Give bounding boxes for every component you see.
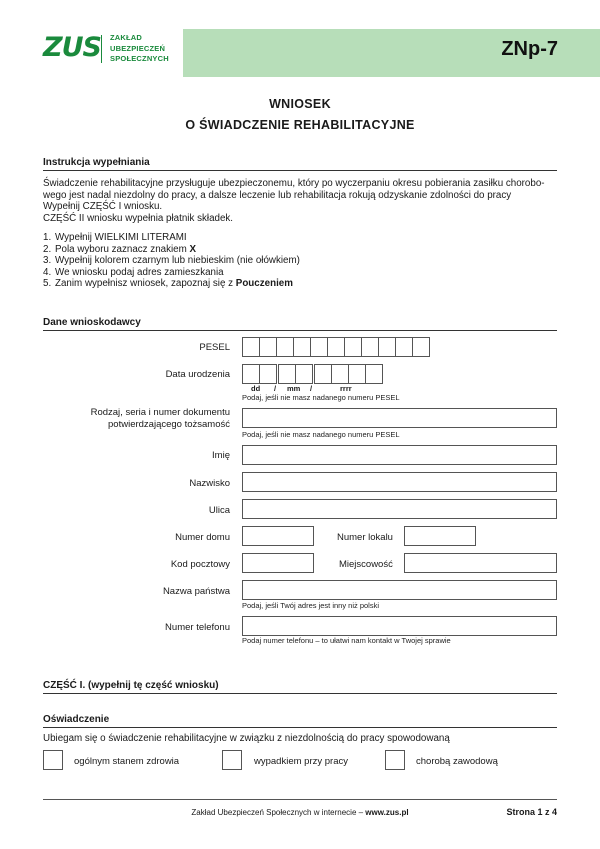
- birth-year-field[interactable]: [314, 364, 382, 384]
- pesel-digit-cell[interactable]: [293, 337, 311, 357]
- list-item: 5. Zanim wypełnisz wniosek, zapoznaj się z Pouczeniem: [43, 278, 293, 290]
- first-name-input[interactable]: [242, 445, 557, 465]
- general-health-label: ogólnym stanem zdrowia: [74, 756, 180, 767]
- footer-divider: [43, 799, 557, 800]
- pesel-digit-cell[interactable]: [259, 337, 277, 357]
- pesel-digit-cell[interactable]: [327, 337, 345, 357]
- id-document-input[interactable]: [242, 408, 557, 428]
- instructions-list: [43, 232, 300, 290]
- pesel-digit-cell[interactable]: [276, 337, 294, 357]
- date-day-hint: dd: [251, 384, 261, 393]
- declaration-text: Ubiegam się o świadczenie rehabilitacyjne w związku z niezdolnością do pracy spowodowaną: [43, 733, 450, 744]
- logo-separator: [101, 35, 102, 63]
- page-number: Strona 1 z 4: [506, 807, 557, 817]
- list-item: 3. Wypełnij kolorem czarnym lub niebieskim (nie ołówkiem): [43, 255, 300, 267]
- phone-hint: Podaj numer telefonu – to ułatwi nam kontakt w Twojej sprawie: [242, 636, 451, 645]
- city-input[interactable]: [404, 553, 557, 573]
- id-document-label: Rodzaj, seria i numer dokumentu potwierdzającego tożsamość: [90, 407, 230, 430]
- instructions-paragraph-2: Wypełnij CZĘŚĆ I wniosku.: [43, 201, 163, 212]
- footer-site-link[interactable]: www.zus.pl: [365, 808, 409, 817]
- pesel-digit-cell[interactable]: [361, 337, 379, 357]
- birth-month-cell[interactable]: [278, 364, 296, 384]
- date-separator: /: [310, 384, 313, 393]
- id-document-hint: Podaj, jeśli nie masz nadanego numeru PESEL: [242, 430, 400, 439]
- last-name-input[interactable]: [242, 472, 557, 492]
- work-accident-label: wypadkiem przy pracy: [254, 756, 348, 767]
- house-number-label: Numer domu: [175, 532, 230, 543]
- country-label: Nazwa państwa: [162, 586, 230, 597]
- list-item: 1. Wypełnij WIELKIMI LITERAMI: [43, 232, 187, 243]
- work-accident-checkbox[interactable]: [222, 750, 242, 770]
- flat-number-label: Numer lokalu: [337, 532, 393, 543]
- pesel-digit-cell[interactable]: [242, 337, 260, 357]
- country-hint: Podaj, jeśli Twój adres jest inny niż polski: [242, 601, 380, 610]
- pesel-field[interactable]: [242, 337, 429, 357]
- street-label: Ulica: [208, 505, 230, 516]
- birth-year-cell[interactable]: [331, 364, 349, 384]
- birth-year-cell[interactable]: [314, 364, 332, 384]
- birth-month-field[interactable]: [278, 364, 312, 384]
- phone-input[interactable]: [242, 616, 557, 636]
- zus-logo-mark: ZUS: [43, 32, 101, 63]
- form-header: [0, 0, 600, 78]
- birth-month-cell[interactable]: [295, 364, 313, 384]
- occupational-disease-label: chorobą zawodową: [416, 756, 498, 767]
- birth-year-cell[interactable]: [365, 364, 383, 384]
- logo-line-1: ZAKŁAD: [110, 33, 143, 42]
- instructions-paragraph-3: CZĘŚĆ II wniosku wypełnia płatnik składek.: [43, 213, 234, 224]
- birth-date-label: Data urodzenia: [165, 369, 230, 380]
- date-month-hint: mm: [287, 384, 301, 393]
- logo-line-3: SPOŁECZNYCH: [110, 54, 169, 63]
- list-item: 4. We wniosku podaj adres zamieszkania: [43, 266, 224, 278]
- document-title-line-1: WNIOSEK: [269, 97, 331, 111]
- instructions-heading: Instrukcja wypełniania: [43, 157, 557, 171]
- zus-logo-name: [110, 33, 169, 65]
- general-health-checkbox[interactable]: [43, 750, 63, 770]
- pesel-digit-cell[interactable]: [378, 337, 396, 357]
- date-year-hint: rrrr: [340, 384, 352, 393]
- pesel-digit-cell[interactable]: [412, 337, 430, 357]
- first-name-label: Imię: [212, 450, 230, 461]
- birth-day-cell[interactable]: [242, 364, 260, 384]
- postcode-label: Kod pocztowy: [170, 559, 230, 570]
- pesel-digit-cell[interactable]: [344, 337, 362, 357]
- postcode-input[interactable]: [242, 553, 314, 573]
- last-name-label: Nazwisko: [189, 478, 230, 489]
- declaration-heading: Oświadczenie: [43, 714, 557, 728]
- birth-day-cell[interactable]: [259, 364, 277, 384]
- birth-date-hint: Podaj, jeśli nie masz nadanego numeru PESEL: [242, 393, 400, 402]
- logo-line-2: UBEZPIECZEŃ: [110, 43, 166, 53]
- pesel-digit-cell[interactable]: [310, 337, 328, 357]
- street-input[interactable]: [242, 499, 557, 519]
- pesel-digit-cell[interactable]: [395, 337, 413, 357]
- list-item: 2. Pola wyboru zaznacz znakiem X: [43, 243, 197, 255]
- form-code: ZNp-7: [501, 38, 558, 60]
- house-number-input[interactable]: [242, 526, 314, 546]
- part-1-heading: CZĘŚĆ I. (wypełnij tę część wniosku): [43, 680, 557, 694]
- occupational-disease-checkbox[interactable]: [385, 750, 405, 770]
- instructions-paragraph-1: Świadczenie rehabilitacyjne przysługuje ubezpieczonemu, który po wyczerpaniu okresu pobierania zasiłku chorobo-wego jest nadal niezdolny do pracy, a dalsze leczenie lub rehabilitacja rokują odzyskanie zdolności do pracy: [43, 178, 545, 201]
- phone-label: Numer telefonu: [165, 622, 230, 633]
- flat-number-input[interactable]: [404, 526, 476, 546]
- city-label: Miejscowość: [339, 559, 393, 570]
- pesel-label: PESEL: [199, 342, 230, 353]
- applicant-data-heading: Dane wnioskodawcy: [43, 317, 557, 331]
- footer-text: Zakład Ubezpieczeń Społecznych w internecie – www.zus.pl: [191, 808, 409, 817]
- birth-year-cell[interactable]: [348, 364, 366, 384]
- date-separator: /: [274, 384, 277, 393]
- country-input[interactable]: [242, 580, 557, 600]
- birth-day-field[interactable]: [242, 364, 276, 384]
- document-title-line-2: O ŚWIADCZENIE REHABILITACYJNE: [185, 118, 415, 132]
